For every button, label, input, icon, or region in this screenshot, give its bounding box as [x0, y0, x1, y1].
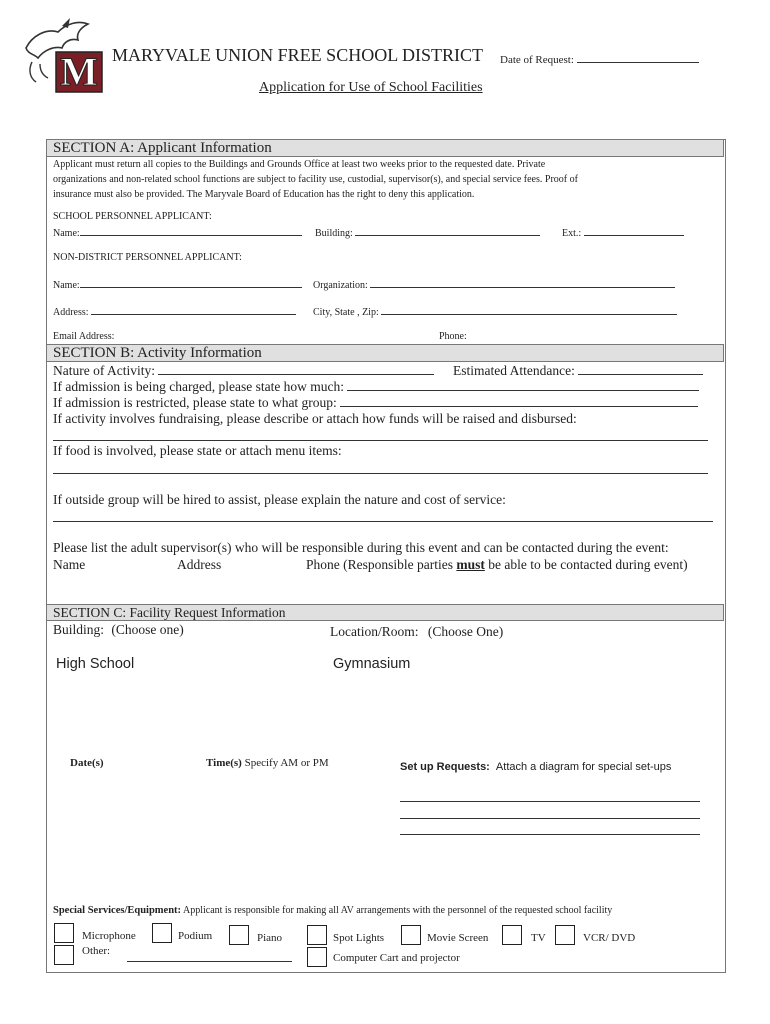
ext-row: Ext.: [562, 225, 684, 239]
podium-checkbox[interactable] [152, 923, 172, 943]
supervisor-address-column: Address [177, 557, 222, 572]
svg-text:M: M [60, 49, 98, 94]
location-choose-label: Location/Room: (Choose One) [330, 624, 504, 639]
piano-checkbox[interactable] [229, 925, 249, 945]
building-choose-label: Building: (Choose one) [53, 622, 184, 637]
microphone-checkbox[interactable] [54, 923, 74, 943]
estimated-attendance-row: Estimated Attendance: [453, 363, 703, 379]
spot-lights-label: Spot Lights [333, 932, 385, 944]
spot-lights-checkbox[interactable] [307, 925, 327, 945]
section-b-header: SECTION B: Activity Information [46, 344, 724, 362]
vcr-dvd-checkbox[interactable] [555, 925, 575, 945]
address-field[interactable] [91, 304, 296, 315]
podium-label: Podium [178, 930, 213, 942]
admission-restricted-row: If admission is restricted, please state to what group: [53, 395, 698, 411]
vcr-dvd-label: VCR/ DVD [583, 932, 636, 944]
school-name-row: Name: [53, 225, 302, 239]
outside-group-label: If outside group will be hired to assist, please explain the nature and cost of service: [53, 492, 506, 507]
organization-row: Organization: [313, 277, 675, 291]
city-state-zip-row: City, State , Zip: [313, 304, 677, 318]
location-select-value[interactable]: Gymnasium [333, 656, 411, 672]
section-a-header: SECTION A: Applicant Information [46, 139, 724, 157]
movie-screen-checkbox[interactable] [401, 925, 421, 945]
building-field[interactable] [355, 225, 540, 236]
school-name-field[interactable] [80, 225, 302, 236]
food-line[interactable] [53, 473, 708, 474]
setup-line-1[interactable] [400, 801, 700, 802]
fundraising-line[interactable] [53, 440, 708, 441]
admission-charged-row: If admission is being charged, please state how much: [53, 379, 699, 395]
computer-cart-label: Computer Cart and projector [333, 952, 460, 964]
piano-label: Piano [257, 932, 283, 944]
food-label: If food is involved, please state or attach menu items: [53, 443, 342, 458]
special-services-label: Special Services/Equipment: Applicant is responsible for making all AV arrangements with the personnel of the requested school facility [53, 905, 613, 916]
district-name: MARYVALE UNION FREE SCHOOL DISTRICT [112, 45, 484, 65]
supervisors-label: Please list the adult supervisor(s) who will be responsible during this event and can be contacted during the event: [53, 540, 669, 555]
organization-field[interactable] [370, 277, 675, 288]
phone-label: Phone: [439, 331, 467, 342]
address-row: Address: [53, 304, 296, 318]
setup-requests-label: Set up Requests: Attach a diagram for special set-ups [400, 761, 672, 773]
district-logo [18, 18, 106, 96]
mustang-logo-icon [18, 18, 106, 96]
setup-line-3[interactable] [400, 834, 700, 835]
nature-of-activity-field[interactable] [158, 364, 434, 375]
city-state-zip-field[interactable] [381, 304, 677, 315]
estimated-attendance-field[interactable] [578, 364, 703, 375]
movie-screen-label: Movie Screen [427, 932, 489, 944]
building-select-value[interactable]: High School [56, 656, 135, 672]
nature-of-activity-row: Nature of Activity: [53, 363, 434, 379]
ext-field[interactable] [584, 225, 684, 236]
building-row: Building: [315, 225, 540, 239]
supervisor-phone-column: Phone (Responsible parties must be able to be contacted during event) [306, 557, 688, 572]
admission-charged-field[interactable] [347, 380, 699, 391]
times-label: Time(s) Specify AM or PM [206, 757, 329, 769]
other-field[interactable] [127, 961, 292, 962]
outside-group-line[interactable] [53, 521, 713, 522]
setup-line-2[interactable] [400, 818, 700, 819]
non-district-heading: NON-DISTRICT PERSONNEL APPLICANT: [53, 252, 242, 263]
school-personnel-heading: SCHOOL PERSONNEL APPLICANT: [53, 211, 212, 222]
form-title: Application for Use of School Facilities [259, 80, 483, 95]
email-label: Email Address: [53, 331, 115, 342]
section-a-intro: Applicant must return all copies to the Buildings and Grounds Office at least two weeks prior to the requested date. Private organizations and non-related school functions are subject to facility use, custodial, supervisor(s), and special service fees. Proof of insurance must also be provided. The Maryvale Board of Education has the right to deny this application. [53, 159, 578, 200]
microphone-label: Microphone [82, 930, 136, 942]
form-frame [46, 139, 726, 973]
other-checkbox[interactable] [54, 945, 74, 965]
tv-checkbox[interactable] [502, 925, 522, 945]
dates-label: Date(s) [70, 757, 104, 769]
non-district-name-row: Name: [53, 277, 302, 291]
supervisor-name-column: Name [53, 557, 86, 572]
admission-restricted-field[interactable] [340, 396, 698, 407]
non-district-name-field[interactable] [80, 277, 302, 288]
date-of-request: Date of Request: [500, 52, 699, 66]
date-of-request-field[interactable] [577, 52, 699, 63]
tv-label: TV [531, 932, 546, 944]
other-row: Other: [82, 945, 111, 957]
fundraising-label: If activity involves fundraising, please describe or attach how funds will be raised and disbursed: [53, 411, 577, 426]
section-c-header: SECTION C: Facility Request Information [46, 604, 724, 621]
computer-cart-checkbox[interactable] [307, 947, 327, 967]
